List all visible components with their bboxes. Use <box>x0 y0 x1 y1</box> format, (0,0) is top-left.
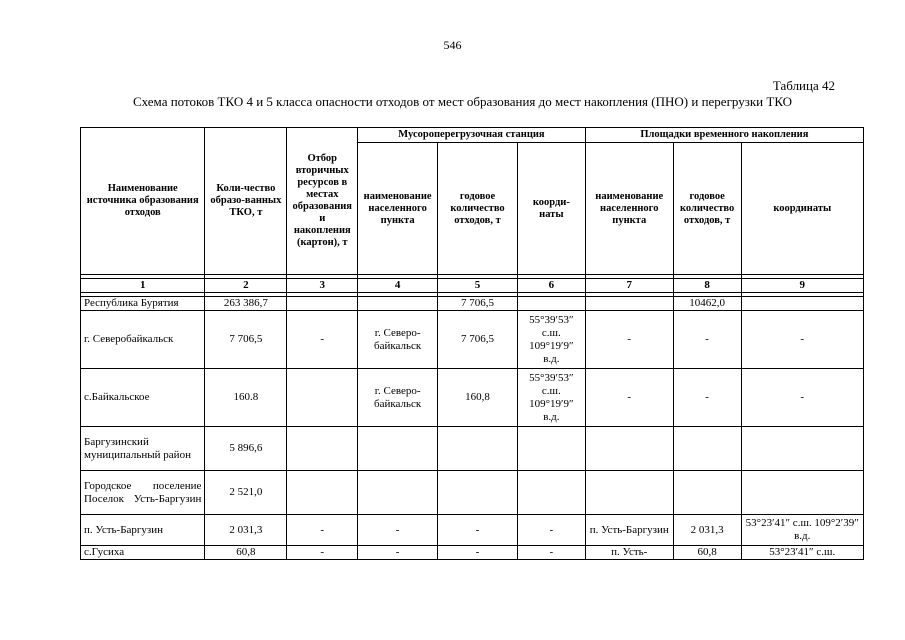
column-number: 3 <box>287 279 358 293</box>
cell-source: с.Гусиха <box>81 546 205 560</box>
cell-station-coords: - <box>517 546 585 560</box>
table-label: Таблица 42 <box>772 78 835 93</box>
cell-storage-name: - <box>585 369 673 427</box>
cell-storage-coords <box>741 297 864 311</box>
header-source-name: Наименование источника образования отходов <box>81 128 205 275</box>
cell-station-name: г. Северо-байкальск <box>358 311 438 369</box>
cell-station-name <box>358 471 438 515</box>
column-numbers-row <box>81 279 864 293</box>
cell-station-annual: 160,8 <box>438 369 518 427</box>
cell-quantity: 2 521,0 <box>205 471 287 515</box>
column-number: 5 <box>438 279 518 293</box>
cell-station-coords <box>517 471 585 515</box>
column-number: 8 <box>673 279 741 293</box>
cell-station-coords <box>517 427 585 471</box>
header-station-annual: годовое количество отходов, т <box>438 143 518 275</box>
column-number: 2 <box>205 279 287 293</box>
cell-storage-annual <box>673 471 741 515</box>
cell-secondary <box>287 471 358 515</box>
cell-station-annual: - <box>438 515 518 546</box>
cell-station-coords <box>517 297 585 311</box>
header-station-coords: коорди-наты <box>517 143 585 275</box>
cell-storage-coords: - <box>741 311 864 369</box>
header-storage-sites: Площадки временного накопления <box>585 128 863 143</box>
cell-storage-annual: 2 031,3 <box>673 515 741 546</box>
header-transfer-station: Мусороперегрузочная станция <box>358 128 586 143</box>
cell-quantity: 5 896,6 <box>205 427 287 471</box>
cell-secondary <box>287 297 358 311</box>
header-storage-annual: годовое количество отходов, т <box>673 143 741 275</box>
cell-station-annual <box>438 471 518 515</box>
cell-station-coords: 55°39′53″ с.ш. 109°19′9″ в.д. <box>517 369 585 427</box>
cell-secondary: - <box>287 546 358 560</box>
cell-secondary: - <box>287 515 358 546</box>
cell-station-coords: - <box>517 515 585 546</box>
column-number: 9 <box>741 279 864 293</box>
cell-storage-annual: 10462,0 <box>673 297 741 311</box>
cell-source: с.Байкальское <box>81 369 205 427</box>
header-station-name: наименование населенного пункта <box>358 143 438 275</box>
cell-storage-coords <box>741 471 864 515</box>
cell-secondary <box>287 369 358 427</box>
cell-storage-coords: 53°23′41″ с.ш. <box>741 546 864 560</box>
table-row <box>81 471 864 515</box>
cell-station-name: - <box>358 515 438 546</box>
cell-secondary: - <box>287 311 358 369</box>
cell-station-annual <box>438 427 518 471</box>
cell-storage-name <box>585 297 673 311</box>
table-row <box>81 311 864 369</box>
header-storage-coords: координаты <box>741 143 864 275</box>
cell-storage-annual: - <box>673 311 741 369</box>
cell-quantity: 263 386,7 <box>205 297 287 311</box>
cell-quantity: 7 706,5 <box>205 311 287 369</box>
cell-quantity: 2 031,3 <box>205 515 287 546</box>
cell-storage-name <box>585 427 673 471</box>
cell-storage-coords <box>741 427 864 471</box>
cell-station-name <box>358 427 438 471</box>
table-title: Схема потоков ТКО 4 и 5 класса опасности отходов от мест образования до мест накопления (ПНО) и перегрузки ТКО <box>132 94 793 109</box>
table-row <box>81 427 864 471</box>
table-row <box>81 297 864 311</box>
cell-storage-annual <box>673 427 741 471</box>
page-number: 546 <box>443 38 462 52</box>
cell-source: г. Северобайкальск <box>81 311 205 369</box>
cell-quantity: 60,8 <box>205 546 287 560</box>
cell-quantity: 160.8 <box>205 369 287 427</box>
cell-station-name: - <box>358 546 438 560</box>
table-row <box>81 546 864 560</box>
cell-source: Баргузинский муниципальный район <box>81 427 205 471</box>
cell-station-name: г. Северо-байкальск <box>358 369 438 427</box>
cell-storage-name: - <box>585 311 673 369</box>
cell-station-annual: 7 706,5 <box>438 297 518 311</box>
cell-secondary <box>287 427 358 471</box>
table-row <box>81 515 864 546</box>
header-quantity: Коли-чество образо-ванных ТКО, т <box>205 128 287 275</box>
cell-source: Республика Бурятия <box>81 297 205 311</box>
column-number: 4 <box>358 279 438 293</box>
cell-storage-annual: - <box>673 369 741 427</box>
cell-storage-name: п. Усть- <box>585 546 673 560</box>
cell-source: п. Усть-Баргузин <box>81 515 205 546</box>
cell-storage-name <box>585 471 673 515</box>
cell-station-name <box>358 297 438 311</box>
cell-station-coords: 55°39′53″ с.ш. 109°19′9″ в.д. <box>517 311 585 369</box>
cell-storage-name: п. Усть-Баргузин <box>585 515 673 546</box>
table-row <box>81 369 864 427</box>
cell-source: Городское поселение Поселок Усть-Баргузин <box>81 471 205 515</box>
cell-storage-coords: - <box>741 369 864 427</box>
header-storage-name: наименование населенного пункта <box>585 143 673 275</box>
column-number: 7 <box>585 279 673 293</box>
waste-flow-table <box>80 127 864 560</box>
column-number: 1 <box>81 279 205 293</box>
cell-storage-annual: 60,8 <box>673 546 741 560</box>
header-secondary-resources: Отбор вторичных ресурсов в местах образования и накопления (картон), т <box>287 128 358 275</box>
cell-station-annual: 7 706,5 <box>438 311 518 369</box>
cell-storage-coords: 53°23′41″ с.ш. 109°2′39″ в.д. <box>741 515 864 546</box>
cell-station-annual: - <box>438 546 518 560</box>
column-number: 6 <box>517 279 585 293</box>
